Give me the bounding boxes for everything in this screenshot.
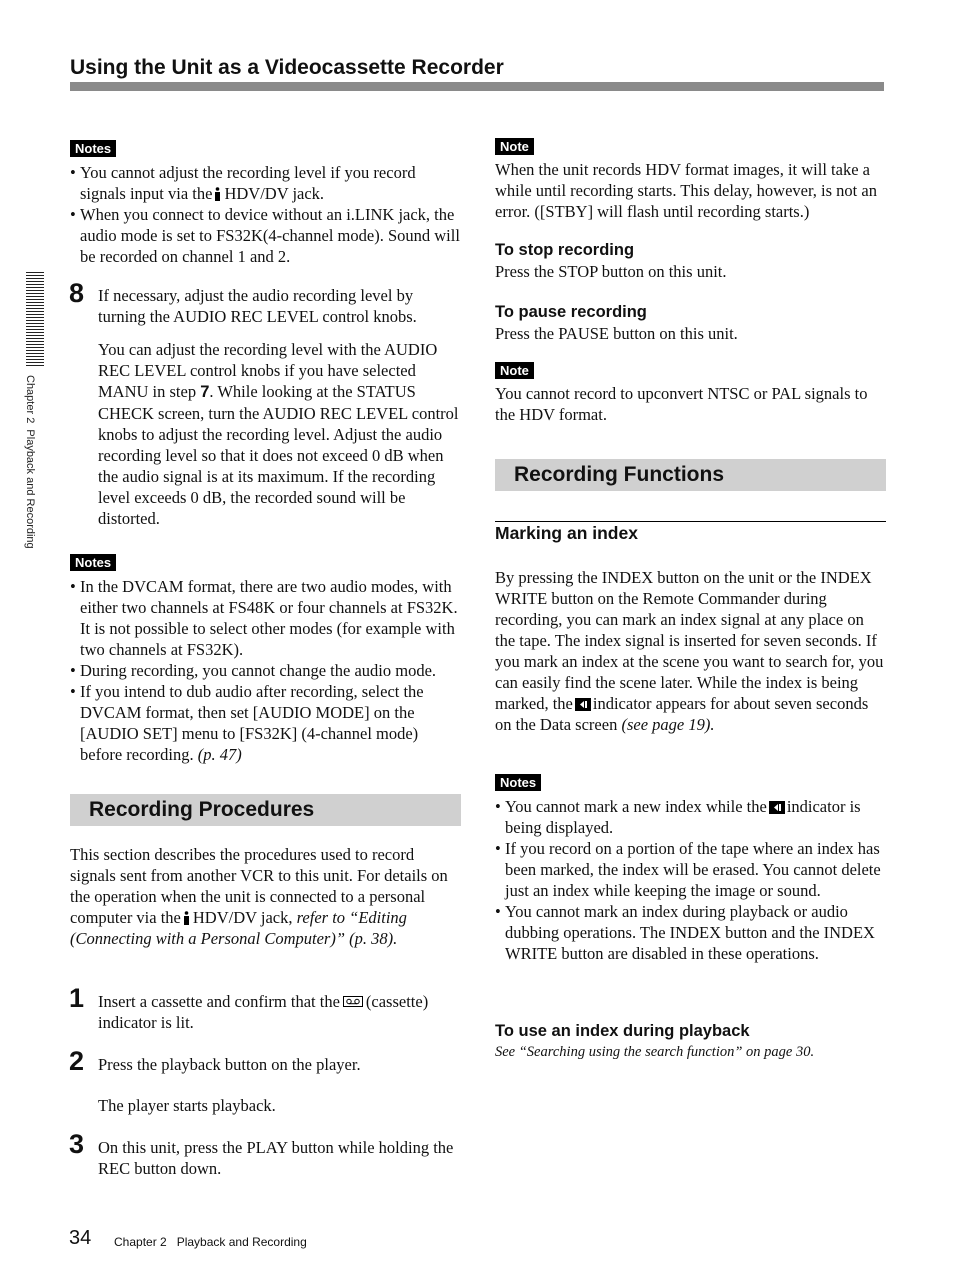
header-rule <box>70 82 884 91</box>
chapter-tab-marker <box>26 272 44 366</box>
ilink-icon <box>183 911 190 925</box>
use-index-block: To use an index during playback See “Searching using the search function” on page 30. <box>495 1021 887 1063</box>
step-text: If necessary, adjust the audio recording level by turning the AUDIO REC LEVEL control knobs. You can adjust the recording level with the AUDIO REC LEVEL control knobs if you have selected MANU in step 7. While looking at the STATUS CHECK screen, turn the AUDIO REC LEVEL control knobs to adjust the recording level. Adjust the audio recording level so that it does not exceed 0 dB when the audio signal is at its maximum. If the recording level exceeds 0 dB, the recorded sound will be distorted. <box>98 286 459 528</box>
list-item: • If you record on a portion of the tape where an index has been marked, the index will be erased. You cannot delete just an index while keeping the image or sound. <box>495 838 887 901</box>
notes-list <box>70 576 462 765</box>
step-number: 8 <box>69 278 85 308</box>
notes-badge: Notes <box>70 140 116 157</box>
index-icon <box>575 698 591 711</box>
left-column <box>70 137 462 267</box>
subheading: To use an index during playback <box>495 1022 750 1040</box>
footer-chapter: Chapter 2 Playback and Recording <box>114 1235 307 1249</box>
step-text: Press the playback button on the player. The player starts playback. <box>98 1055 361 1115</box>
list-item: • You cannot mark a new index while the indicator is being displayed. <box>495 796 887 838</box>
stop-recording-block: To stop recording Press the STOP button on this unit. <box>495 240 887 282</box>
notes-block <box>70 551 462 765</box>
list-item: • If you intend to dub audio after recording, select the DVCAM format, then set [AUDIO MODE] on the [AUDIO SET] menu to [FS32K] (4-channel mode) before recording. (p. 47) <box>70 681 462 765</box>
subsection-heading: Marking an index <box>495 523 638 543</box>
step-text: On this unit, press the PLAY button while holding the REC button down. <box>98 1138 454 1178</box>
list-item: • When you connect to device without an i.LINK jack, the audio mode is set to FS32K(4-channel mode). Sound will be recorded on channel 1 and 2. <box>70 204 462 267</box>
notes-badge: Notes <box>70 554 116 571</box>
cassette-icon <box>343 996 363 1007</box>
subsection-rule <box>495 521 886 522</box>
section-heading: Recording Functions <box>495 459 886 491</box>
step-number: 3 <box>69 1129 85 1159</box>
notes-badge: Notes <box>495 774 541 791</box>
list-item: • In the DVCAM format, there are two audio modes, with either two channels at FS48K or four channels at FS32K. It is not possible to select other modes (for example with two channels at FS32K). <box>70 576 462 660</box>
step-number: 1 <box>69 983 85 1013</box>
subheading: To stop recording <box>495 241 635 259</box>
step-text: Insert a cassette and confirm that the (cassette) indicator is lit. <box>98 992 429 1032</box>
ilink-icon <box>214 187 221 201</box>
section-heading: Recording Procedures <box>70 794 461 826</box>
pause-recording-block: To pause recording Press the PAUSE button on this unit. <box>495 302 887 344</box>
chapter-tab-label: Chapter 2 Playback and Recording <box>24 375 36 549</box>
subheading: To pause recording <box>495 303 647 321</box>
list-item: • You cannot mark an index during playback or audio dubbing operations. The INDEX button and the INDEX WRITE button are disabled in these operations. <box>495 901 887 964</box>
page-title: Using the Unit as a Videocassette Recorder <box>70 56 504 79</box>
page-number: 34 <box>69 1227 92 1249</box>
list-item: • You cannot adjust the recording level if you record signals input via the HDV/DV jack. <box>70 162 462 204</box>
index-icon <box>769 801 785 814</box>
notes-block <box>495 771 887 964</box>
notes-list <box>70 162 462 267</box>
step-number: 2 <box>69 1046 85 1076</box>
notes-list <box>495 796 887 964</box>
note-badge: Note <box>495 138 534 155</box>
note-block: Note You cannot record to upconvert NTSC or PAL signals to the HDV format. <box>495 363 868 424</box>
section-intro: This section describes the procedures used to record signals sent from another VCR to this unit. For details on the operation when the unit is connected to a personal computer via the HDV/DV jack, refer to “Editing (Connecting with a Personal Computer)” (p. 38). <box>70 845 448 948</box>
note-block: Note When the unit records HDV format images, it will take a while until recording starts. This delay, however, is not an error. ([STBY] will flash until recording starts.) <box>495 139 877 221</box>
marking-index-text: By pressing the INDEX button on the unit or the INDEX WRITE button on the Remote Commander during recording, you can mark an index signal at any place on the tape. The index signal is inserted for seven seconds. If you mark an index at the scene you want to search for, you can easily find the scene later. While the index is being marked, the indicator appears for about seven seconds on the Data screen (see page 19). <box>495 568 884 734</box>
note-badge: Note <box>495 362 534 379</box>
list-item: • During recording, you cannot change the audio mode. <box>70 660 462 681</box>
